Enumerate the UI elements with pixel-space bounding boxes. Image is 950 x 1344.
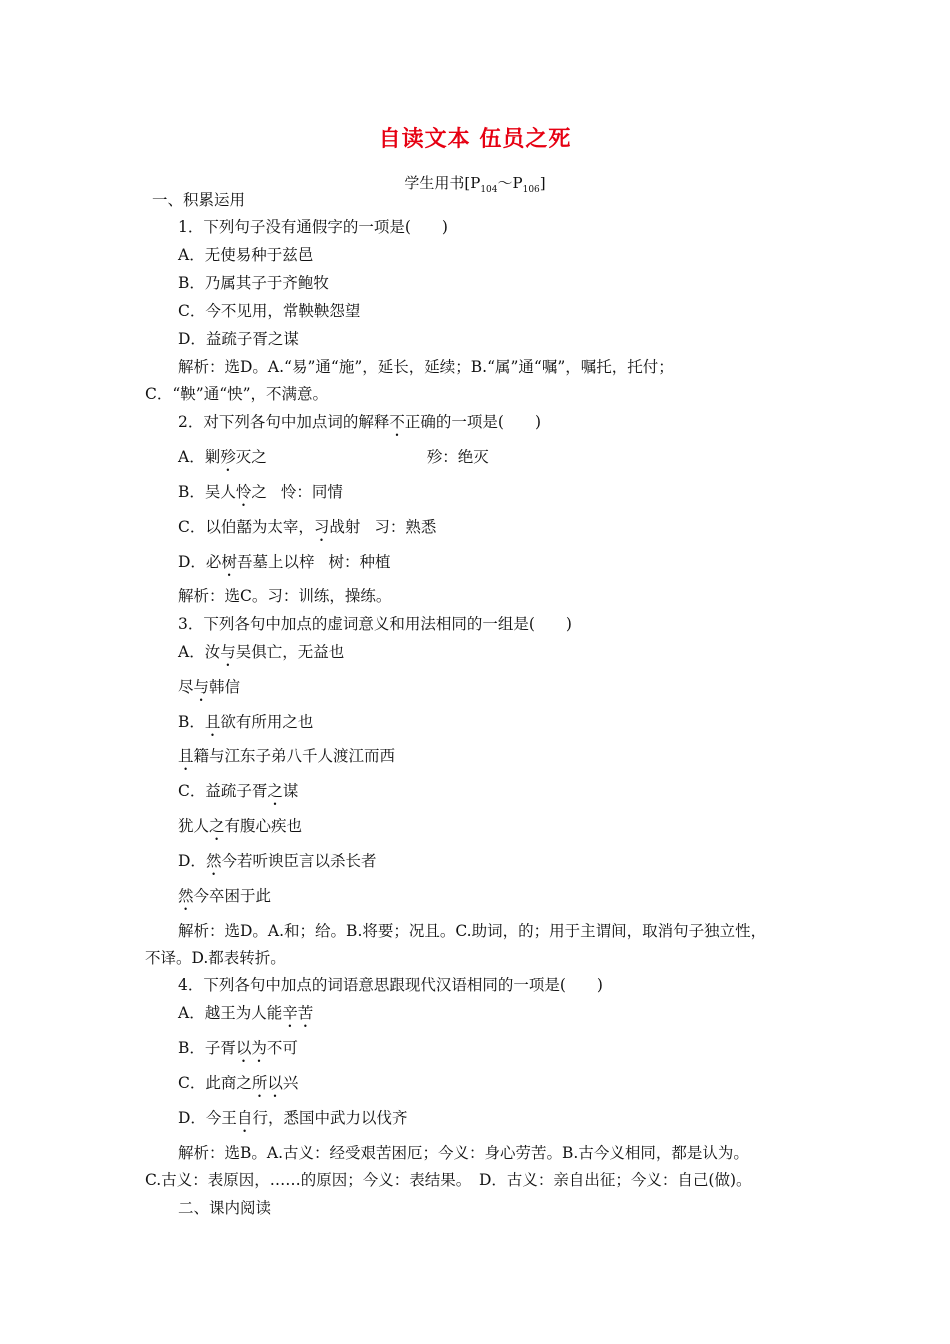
option-c: C．以伯嚭为太宰，习战射 习：熟悉 bbox=[178, 518, 437, 536]
dotted-word: 然 bbox=[178, 887, 194, 905]
dotted-word: 殄 bbox=[220, 448, 236, 466]
option-d: D．必树吾墓上以梓 树：种植 bbox=[178, 553, 391, 571]
option-a-pair: 尽与韩信 bbox=[178, 678, 241, 696]
option-b: B．吴人怜之 怜：同情 bbox=[178, 483, 343, 501]
answer-analysis: 解析：选D。A.“易”通“施”，延长，延续；B.“属”通“嘱”，嘱托，托付； bbox=[178, 358, 674, 376]
page-subtitle bbox=[0, 172, 950, 195]
subtitle-page-end: 106 bbox=[522, 185, 540, 195]
subtitle-page-start: 104 bbox=[480, 185, 498, 195]
option-a: A．剿殄灭之 殄：绝灭 bbox=[178, 448, 489, 466]
option-a: A．越王为人能辛苦 bbox=[178, 1004, 314, 1022]
page-title: 自读文本 伍员之死 bbox=[378, 126, 572, 152]
subtitle-text: 学生用书[P bbox=[404, 174, 481, 192]
dotted-word: 然 bbox=[205, 852, 222, 870]
option-d: D．益疏子胥之谋 bbox=[178, 330, 299, 348]
answer-analysis: C．“鞅”通“怏”，不满意。 bbox=[145, 385, 329, 403]
option-d: D．然今若听谀臣言以杀长者 bbox=[178, 852, 377, 870]
option-d-pair: 然今卒困于此 bbox=[178, 887, 272, 905]
dotted-word: 习 bbox=[313, 518, 330, 536]
option-b-pair: 且籍与江东子弟八千人渡江而西 bbox=[178, 747, 396, 765]
gloss: 习：熟悉 bbox=[374, 518, 437, 536]
option-c: C．益疏子胥之谋 bbox=[178, 782, 299, 800]
option-c: C．此商之所以兴 bbox=[178, 1074, 299, 1092]
dotted-word: 之 bbox=[209, 817, 225, 835]
dotted-word: 且 bbox=[178, 747, 194, 765]
option-b: B．且欲有所用之也 bbox=[178, 713, 314, 731]
answer-analysis: 解析：选D。A.和；给。B.将要；况且。C.助词，的；用于主谓间，取消句子独立性， bbox=[178, 922, 767, 940]
question-2: 2．对下列各句中加点词的解释不正确的一项是( ) bbox=[178, 413, 541, 431]
section-heading: 二、课内阅读 bbox=[178, 1199, 272, 1217]
gloss: 树：种植 bbox=[328, 553, 391, 571]
dotted-word: 自 bbox=[236, 1109, 253, 1127]
dotted-word: 且 bbox=[204, 713, 221, 731]
option-b: B．子胥以为不可 bbox=[178, 1039, 298, 1057]
dotted-word: 所以 bbox=[251, 1074, 283, 1092]
gloss: 怜：同情 bbox=[280, 483, 343, 501]
answer-analysis: 不译。D.都表转折。 bbox=[145, 949, 286, 967]
option-c: C．今不见用，常鞅鞅怨望 bbox=[178, 302, 361, 320]
dotted-word: 怜 bbox=[235, 483, 252, 501]
option-b: B．乃属其子于齐鲍牧 bbox=[178, 274, 329, 292]
section-heading: 一、积累运用 bbox=[152, 191, 246, 209]
answer-analysis: 解析：选B。A.古义：经受艰苦困厄；今义：身心劳苦。B.古今义相同，都是认为。 bbox=[178, 1144, 749, 1162]
answer-analysis: 解析：选C。习：训练，操练。 bbox=[178, 587, 392, 605]
gloss: 殄：绝灭 bbox=[426, 448, 489, 466]
option-c-pair: 犹人之有腹心疾也 bbox=[178, 817, 303, 835]
dotted-word: 不 bbox=[389, 413, 405, 431]
dotted-word: 与 bbox=[193, 678, 210, 696]
answer-analysis: C.古义：表原因，……的原因；今义：表结果。 D．古义：亲自出征；今义：自己(做)。 bbox=[145, 1171, 752, 1189]
dotted-word: 之 bbox=[267, 782, 283, 800]
question-1: 1．下列句子没有通假字的一项是( ) bbox=[178, 218, 448, 236]
question-3: 3．下列各句中加点的虚词意义和用法相同的一组是( ) bbox=[178, 615, 572, 633]
option-d: D．今王自行，悉国中武力以伐齐 bbox=[178, 1109, 408, 1127]
dotted-word: 辛苦 bbox=[282, 1004, 314, 1022]
subtitle-text: ] bbox=[539, 174, 546, 192]
question-4: 4．下列各句中加点的词语意思跟现代汉语相同的一项是( ) bbox=[178, 976, 603, 994]
option-a: A．无使易种于兹邑 bbox=[178, 246, 314, 264]
option-a: A．汝与吴俱亡，无益也 bbox=[178, 643, 345, 661]
subtitle-text: ～P bbox=[497, 174, 523, 192]
dotted-word: 以为 bbox=[235, 1039, 267, 1057]
dotted-word: 与 bbox=[220, 643, 236, 661]
dotted-word: 树 bbox=[221, 553, 237, 571]
